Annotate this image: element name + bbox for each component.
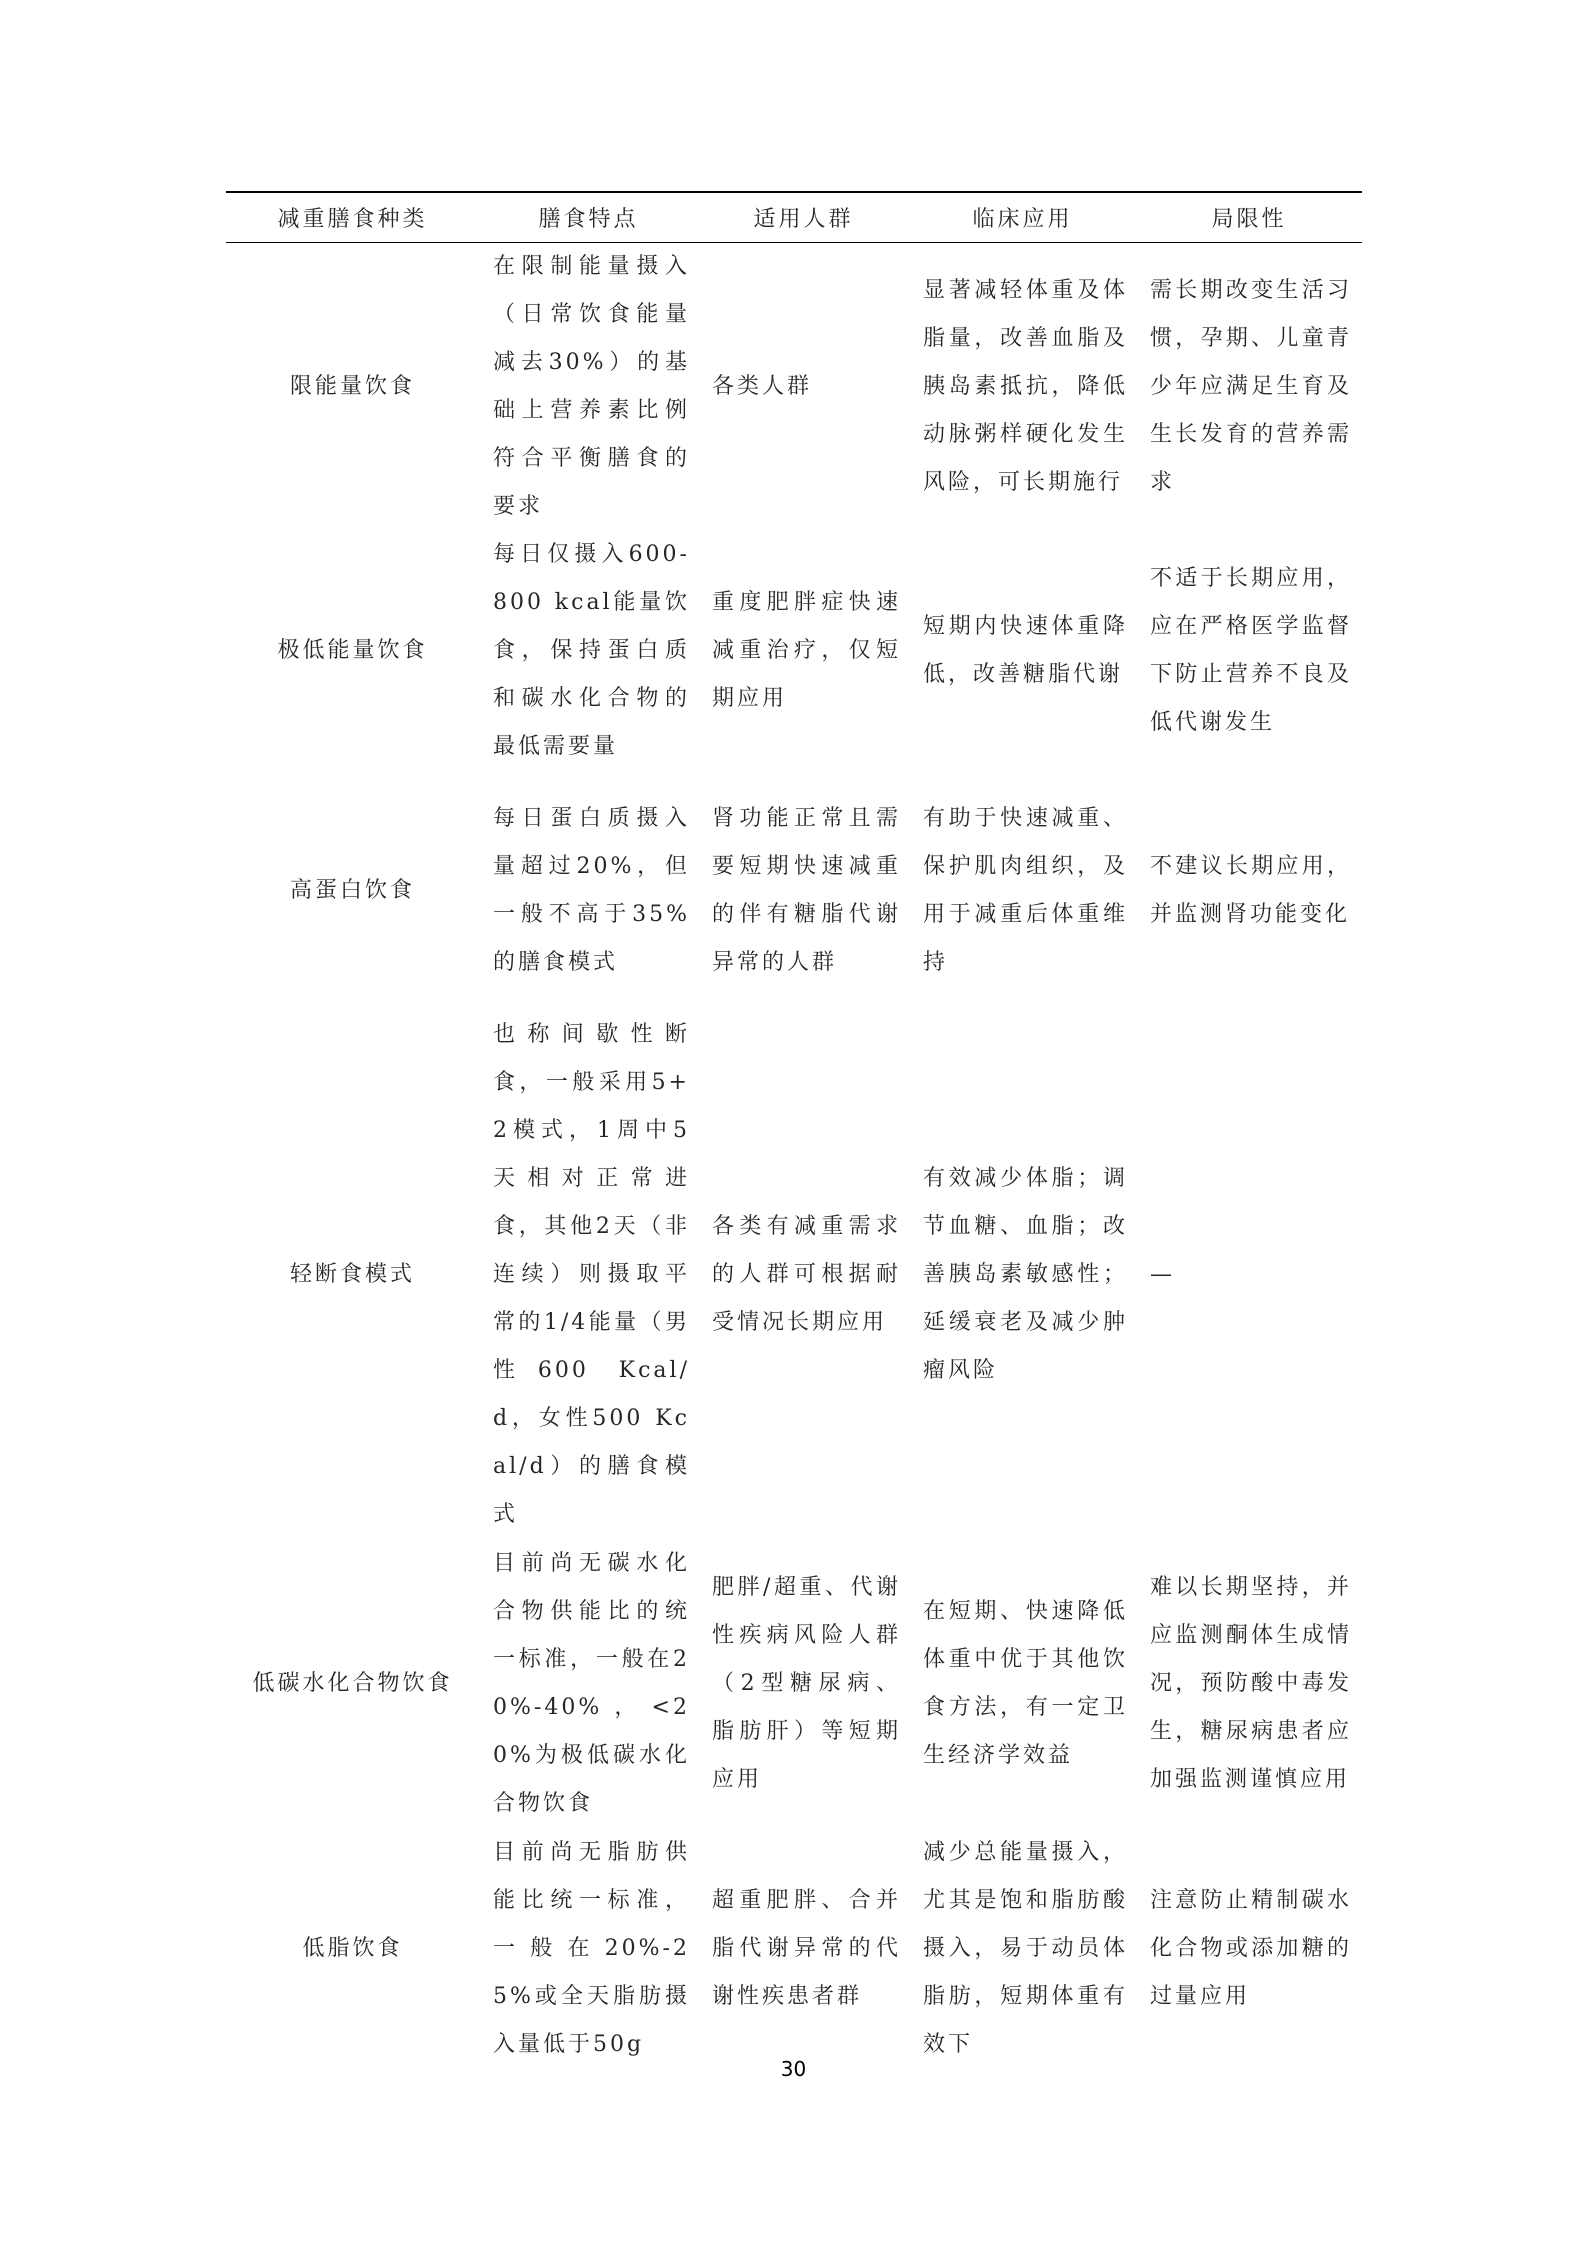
weight-loss-diet-table bbox=[226, 191, 1362, 2069]
cell-limitations: 需长期改变生活习惯，孕期、儿童青少年应满足生育及生长发育的营养需求 bbox=[1150, 278, 1352, 495]
cell-limitations: 不适于长期应用，应在严格医学监督下防止营养不良及低代谢发生 bbox=[1150, 566, 1352, 735]
cell-population: 肥胖/超重、代谢性疾病风险人群（2型糖尿病、脂肪肝）等短期应用 bbox=[712, 1575, 901, 1792]
cell-features: 也称间歇性断食，一般采用5+2模式，1周中5天相对正常进食，其他2天（非连续）则摄取平常的1/4能量（男性600 Kcal/d，女性500 Kcal/d）的膳食模式 bbox=[493, 1022, 690, 1527]
cell-limitations: 难以长期坚持，并应监测酮体生成情况，预防酸中毒发生，糖尿病患者应加强监测谨慎应用 bbox=[1150, 1575, 1352, 1792]
cell-features: 目前尚无脂肪供能比统一标准，一般在20%-25%或全天脂肪摄入量低于50g bbox=[493, 1840, 690, 2057]
header-limitations: 局限性 bbox=[1136, 192, 1362, 243]
table-row bbox=[226, 1829, 1362, 2069]
cell-diet-type: 低脂饮食 bbox=[302, 1936, 403, 1961]
header-diet-type: 减重膳食种类 bbox=[226, 192, 479, 243]
page-number: 30 bbox=[780, 2057, 807, 2081]
table-row bbox=[226, 1011, 1362, 1539]
cell-clinical: 有效减少体脂；调节血糖、血脂；改善胰岛素敏感性；延缓衰老及减少肿瘤风险 bbox=[923, 1166, 1128, 1383]
cell-diet-type: 极低能量饮食 bbox=[277, 638, 428, 663]
cell-diet-type: 轻断食模式 bbox=[289, 1262, 415, 1287]
cell-population: 各类人群 bbox=[712, 374, 813, 399]
cell-population: 各类有减重需求的人群可根据耐受情况长期应用 bbox=[712, 1214, 901, 1335]
cell-features: 目前尚无碳水化合物供能比的统一标准，一般在20%-40%，<20%为极低碳水化合物饮食 bbox=[493, 1551, 690, 1816]
cell-clinical: 减少总能量摄入，尤其是饱和脂肪酸摄入，易于动员体脂肪，短期体重有效下 bbox=[923, 1840, 1128, 2057]
table-row bbox=[226, 243, 1362, 532]
cell-limitations: — bbox=[1150, 1262, 1175, 1287]
cell-limitations: 不建议长期应用，并监测肾功能变化 bbox=[1150, 854, 1352, 927]
cell-clinical: 短期内快速体重降低，改善糖脂代谢 bbox=[923, 614, 1128, 687]
table-row bbox=[226, 771, 1362, 1011]
cell-diet-type: 高蛋白饮食 bbox=[289, 878, 415, 903]
cell-population: 重度肥胖症快速减重治疗，仅短期应用 bbox=[712, 590, 901, 711]
header-population: 适用人群 bbox=[698, 192, 909, 243]
cell-features: 每日蛋白质摄入量超过20%，但一般不高于35%的膳食模式 bbox=[493, 806, 690, 975]
cell-features: 每日仅摄入600-800 kcal能量饮食，保持蛋白质和碳水化合物的最低需要量 bbox=[493, 542, 690, 759]
cell-clinical: 有助于快速减重、保护肌肉组织，及用于减重后体重维持 bbox=[923, 806, 1128, 975]
cell-clinical: 在短期、快速降低体重中优于其他饮食方法，有一定卫生经济学效益 bbox=[923, 1599, 1128, 1768]
cell-diet-type: 低碳水化合物饮食 bbox=[252, 1671, 453, 1696]
header-clinical: 临床应用 bbox=[909, 192, 1136, 243]
cell-clinical: 显著减轻体重及体脂量，改善血脂及胰岛素抵抗，降低动脉粥样硬化发生风险，可长期施行 bbox=[923, 278, 1128, 495]
table-row bbox=[226, 531, 1362, 771]
table-header-row bbox=[226, 192, 1362, 243]
header-features: 膳食特点 bbox=[479, 192, 698, 243]
cell-features: 在限制能量摄入（日常饮食能量减去30%）的基础上营养素比例符合平衡膳食的要求 bbox=[493, 254, 690, 519]
cell-population: 肾功能正常且需要短期快速减重的伴有糖脂代谢异常的人群 bbox=[712, 806, 901, 975]
cell-population: 超重肥胖、合并脂代谢异常的代谢性疾患者群 bbox=[712, 1888, 901, 2009]
cell-diet-type: 限能量饮食 bbox=[289, 374, 415, 399]
table-row bbox=[226, 1539, 1362, 1829]
cell-limitations: 注意防止精制碳水化合物或添加糖的过量应用 bbox=[1150, 1888, 1352, 2009]
